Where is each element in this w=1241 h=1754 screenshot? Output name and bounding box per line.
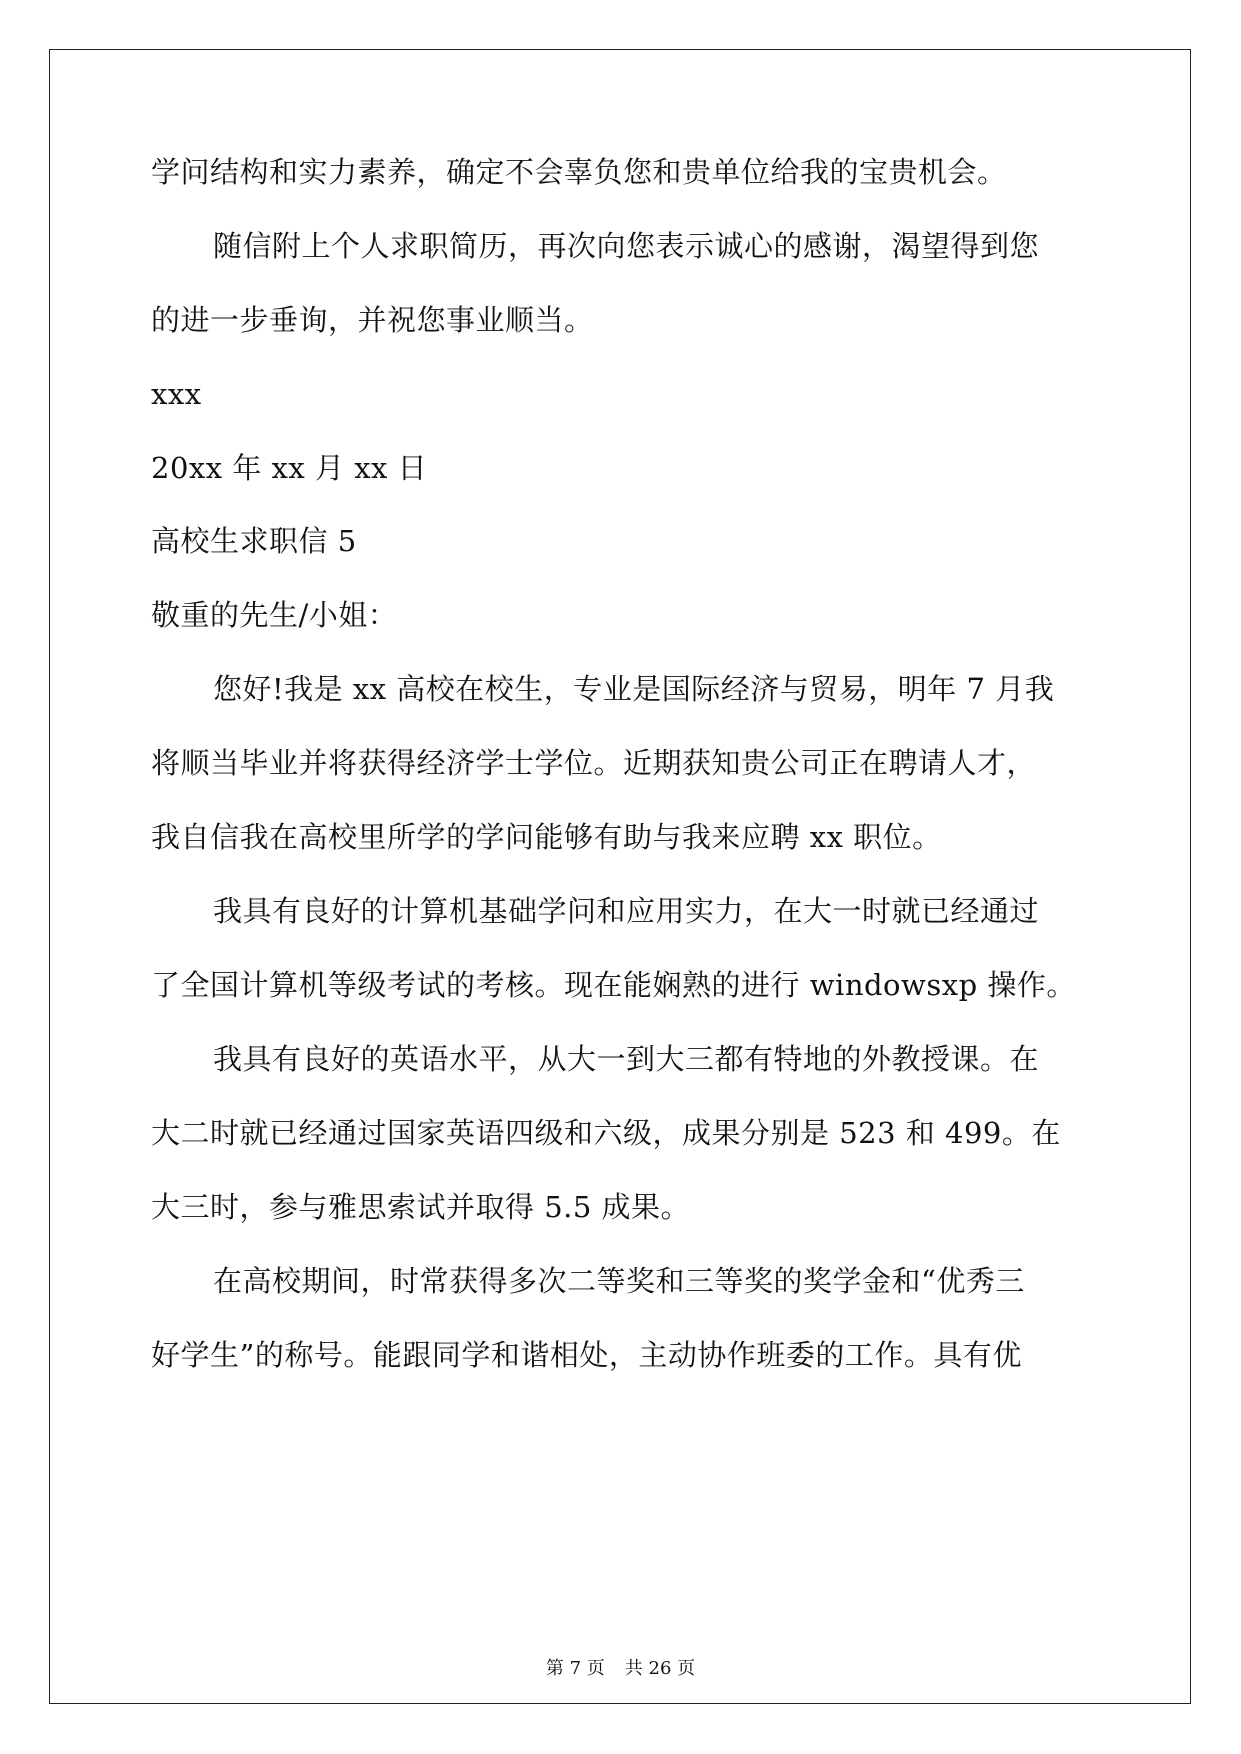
total-pages-label: 共 26 页 — [624, 1658, 696, 1679]
signature-name: xxx — [151, 377, 202, 411]
text-line: 将顺当毕业并将获得经济学士学位。近期获知贵公司正在聘请人才， — [151, 746, 1037, 780]
page-footer — [0, 1657, 1241, 1681]
signature-date: 20xx 年 xx 月 xx 日 — [151, 451, 428, 485]
text-line: 我具有良好的计算机基础学问和应用实力，在大一时就已经通过 — [213, 894, 1040, 928]
text-line: 了全国计算机等级考试的考核。现在能娴熟的进行 windowsxp 操作。 — [151, 968, 1076, 1002]
text-line: 我具有良好的英语水平，从大一到大三都有特地的外教授课。在 — [213, 1042, 1040, 1076]
section-title: 高校生求职信 5 — [151, 524, 357, 558]
text-line: 大三时，参与雅思索试并取得 5.5 成果。 — [151, 1190, 691, 1224]
current-page-label: 第 7 页 — [545, 1658, 605, 1679]
text-line: 您好!我是 xx 高校在校生，专业是国际经济与贸易，明年 7 月我 — [213, 672, 1055, 706]
text-line: 我自信我在高校里所学的学问能够有助与我来应聘 xx 职位。 — [151, 820, 942, 854]
text-line: 好学生”的称号。能跟同学和谐相处，主动协作班委的工作。具有优 — [151, 1338, 1022, 1372]
page-border — [49, 49, 1191, 1704]
salutation: 敬重的先生/小姐： — [151, 598, 398, 632]
text-line: 大二时就已经通过国家英语四级和六级，成果分别是 523 和 499。在 — [151, 1116, 1061, 1150]
text-line: 随信附上个人求职简历，再次向您表示诚心的感谢，渴望得到您 — [213, 229, 1040, 263]
text-line: 在高校期间，时常获得多次二等奖和三等奖的奖学金和“优秀三 — [213, 1264, 1025, 1298]
text-line: 的进一步垂询，并祝您事业顺当。 — [151, 303, 594, 337]
text-line: 学问结构和实力素养，确定不会辜负您和贵单位给我的宝贵机会。 — [151, 155, 1007, 189]
